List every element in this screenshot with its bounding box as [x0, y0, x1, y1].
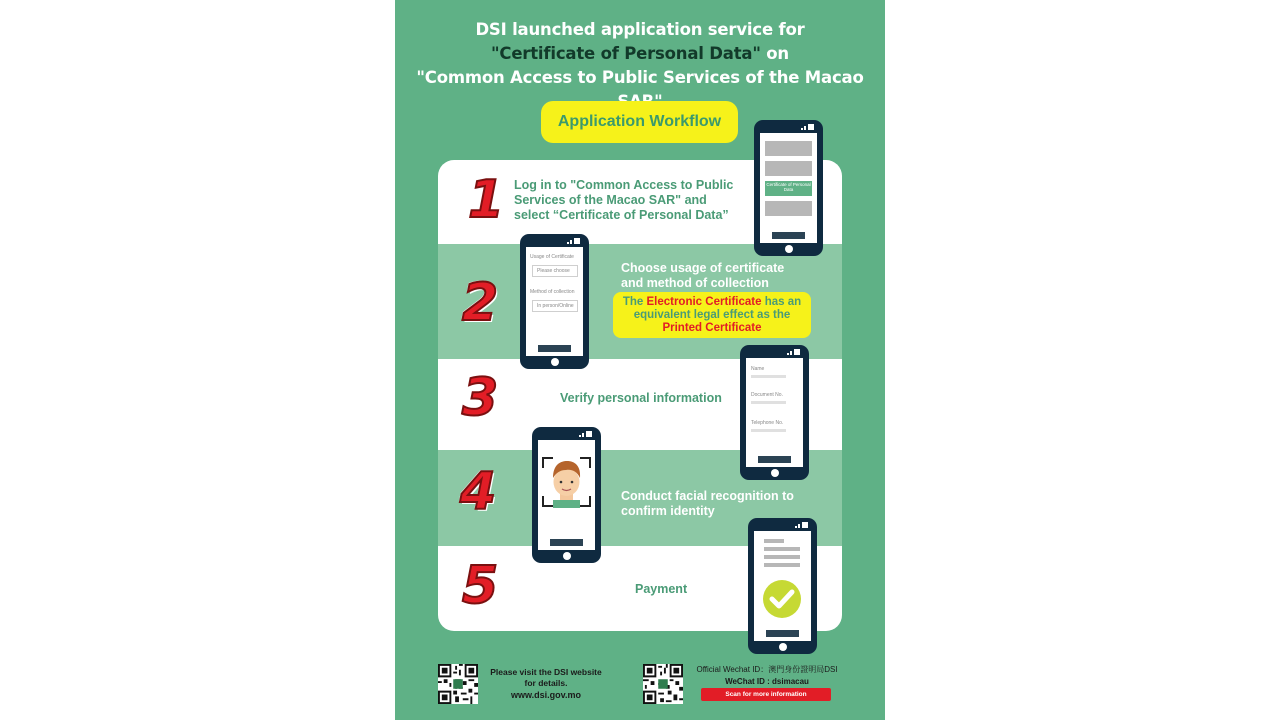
signal-icon [801, 124, 815, 130]
step-4-text: Conduct facial recognition to confirm identity [621, 489, 794, 518]
method-label: Method of collection [530, 289, 575, 295]
note-pre: The [622, 295, 647, 308]
nav-bar [772, 232, 805, 239]
website-line-2: for details. [524, 678, 568, 688]
website-info [481, 667, 611, 701]
step-number-1: 1 [468, 170, 505, 230]
signal-icon [795, 522, 809, 528]
menu-item [765, 161, 812, 176]
home-button [551, 358, 559, 366]
certificate-menu-item[interactable]: Certificate of Personal Data [765, 181, 812, 196]
signal-icon [787, 349, 801, 355]
title-line-2 [395, 42, 885, 66]
nav-bar [538, 345, 571, 352]
title-on: on [760, 44, 789, 63]
step-1-text: Log in to "Common Access to Public Services of the Macao SAR" and select “Certificate of Personal Data” [514, 178, 734, 222]
phone-step-3 [740, 345, 809, 480]
legal-effect-note [613, 292, 811, 338]
phone-5-screen [754, 531, 811, 641]
phone-step-1 [754, 120, 823, 256]
check-circle-icon [762, 579, 802, 619]
nav-bar [766, 630, 799, 637]
receipt-line [764, 539, 784, 543]
step-3-text: Verify personal information [560, 391, 722, 405]
signal-icon [567, 238, 581, 244]
website-url[interactable]: www.dsi.gov.mo [510, 690, 581, 700]
note-electronic-certificate: Electronic Certificate [646, 295, 762, 308]
telephone-label: Telephone No. [751, 420, 784, 426]
phone-step-4 [532, 427, 601, 563]
signal-icon [579, 431, 593, 437]
menu-item [765, 141, 812, 156]
phone-4-screen [538, 440, 595, 550]
home-button [785, 245, 793, 253]
menu-item [765, 201, 812, 216]
wechat-official-id: Official Wechat ID：澳門身份證明局DSI [696, 665, 838, 674]
phone-1-screen [760, 133, 817, 243]
document-label: Document No. [751, 392, 783, 398]
step-number-2: 2 [462, 273, 499, 333]
title-certificate-name: "Certificate of Personal Data" [491, 44, 761, 63]
receipt-line [764, 547, 800, 551]
wechat-id: WeChat ID : dsimacau [725, 677, 809, 686]
document-value [751, 401, 786, 404]
home-button [771, 469, 779, 477]
poster-title [395, 18, 885, 114]
receipt-line [764, 563, 800, 567]
website-qr-code[interactable] [438, 664, 478, 704]
poster [395, 0, 885, 720]
face-scan-icon [541, 456, 592, 508]
step-number-3: 3 [462, 368, 499, 428]
phone-2-screen [526, 247, 583, 356]
nav-bar [758, 456, 791, 463]
note-printed-certificate: Printed Certificate [662, 321, 762, 334]
application-workflow-label: Application Workflow [541, 101, 738, 143]
legal-effect-text [619, 296, 805, 335]
home-button [779, 643, 787, 651]
note-mid: has an equivalent legal effect as the [633, 295, 802, 321]
phone-3-screen [746, 358, 803, 467]
title-line-1: DSI launched application service for [475, 20, 805, 39]
telephone-value [751, 429, 786, 432]
step-number-5: 5 [462, 556, 499, 616]
step-2-text: Choose usage of certificate and method of collection [621, 261, 785, 290]
phone-step-5 [748, 518, 817, 654]
method-select[interactable]: In person/Online [532, 300, 578, 312]
nav-bar [550, 539, 583, 546]
name-label: Name [751, 366, 765, 372]
home-button [563, 552, 571, 560]
name-value [751, 375, 786, 378]
receipt-line [764, 555, 800, 559]
step-5-text: Payment [635, 582, 688, 596]
website-line-1: Please visit the DSI website [490, 667, 602, 677]
wechat-qr-code[interactable] [643, 664, 683, 704]
scan-more-info-button[interactable]: Scan for more information [701, 688, 831, 701]
title-line-3: "Common Access to Public Services of the Macao [416, 68, 864, 87]
step-number-4: 4 [460, 462, 497, 522]
phone-step-2 [520, 234, 589, 369]
usage-select[interactable]: Please choose [532, 265, 578, 277]
usage-label: Usage of Certificate [530, 254, 574, 260]
